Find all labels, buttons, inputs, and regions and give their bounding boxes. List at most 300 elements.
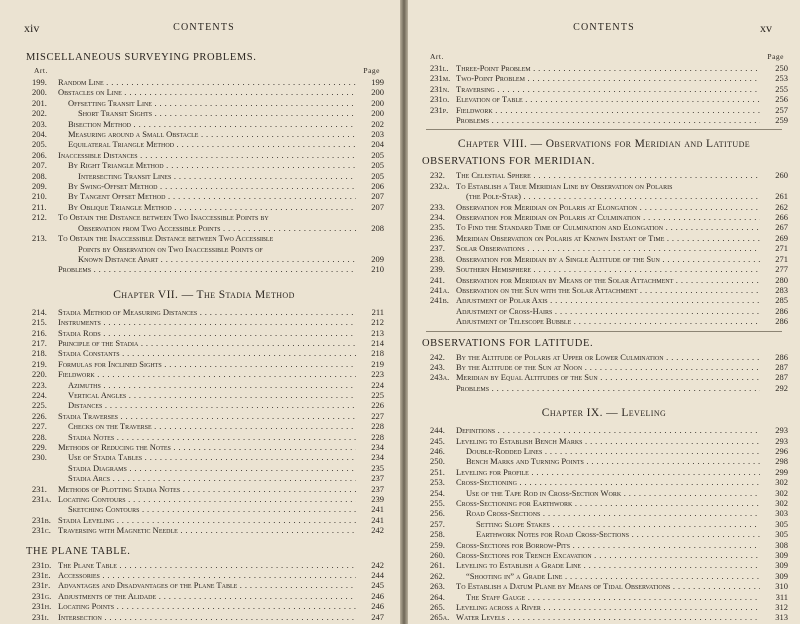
entry-page: 242 <box>371 559 384 570</box>
toc-entry <box>22 601 386 611</box>
entry-title: Advantages and Disadvantages of the Plane Table . . . <box>58 580 356 590</box>
entry-page: 224 <box>371 379 384 390</box>
article-number: 231d. <box>32 559 52 570</box>
entry-page: 241 <box>371 504 384 515</box>
article-number: 224. <box>32 389 47 400</box>
section-heading-meridian: OBSERVATIONS FOR MERIDIAN. <box>422 156 595 168</box>
entry-title: Methods of Reducing the Notes . . . <box>58 442 356 452</box>
entry-page: 234 <box>371 442 384 452</box>
entry-title: The Celestial Sphere . . . <box>456 170 760 180</box>
toc-entry <box>418 275 790 285</box>
entry-page: 210 <box>371 264 384 275</box>
toc-entry <box>418 115 790 125</box>
article-number: 231l. <box>430 63 449 73</box>
entry-page: 199 <box>371 77 384 87</box>
entry-page: 260 <box>775 170 788 181</box>
article-number: 214. <box>32 306 47 317</box>
article-number: 264. <box>430 591 445 602</box>
article-number: 225. <box>32 400 47 411</box>
article-number: 223. <box>32 379 47 390</box>
entry-title: To Establish a True Meridian Line by Observation on Polaris <box>456 180 673 191</box>
entry-page: 310 <box>775 581 788 592</box>
entry-page: 200 <box>371 108 384 119</box>
entry-page: 305 <box>775 518 788 529</box>
toc-entry <box>418 233 790 243</box>
toc-entry <box>418 571 790 581</box>
entry-page: 303 <box>775 508 788 519</box>
toc-entry <box>22 612 386 622</box>
running-head-right <box>418 22 790 38</box>
toc-list-misc <box>22 77 386 212</box>
article-number: 215. <box>32 317 47 328</box>
toc-entry <box>418 212 790 222</box>
toc-entry <box>418 488 790 498</box>
entry-title: By Tangent Offset Method . . . <box>58 191 356 201</box>
section-heading-latitude: OBSERVATIONS FOR LATITUDE. <box>422 337 594 349</box>
entry-page: 305 <box>775 529 788 540</box>
entry-page: 302 <box>775 487 788 498</box>
toc-entry <box>418 467 790 477</box>
entry-page: 226 <box>371 400 384 411</box>
entry-title: Southern Hemisphere . . . <box>456 264 760 274</box>
entry-title: Stadia Leveling . . . <box>58 515 356 525</box>
entry-page: 309 <box>775 550 788 561</box>
entry-title: To Obtain the Distance between Two Inaccessible Points by <box>58 212 269 223</box>
entry-page: 250 <box>775 63 788 73</box>
entry-title: Stadia Diagrams . . . <box>58 463 356 473</box>
divider <box>426 129 782 130</box>
toc-entry <box>418 316 790 326</box>
entry-page: 214 <box>371 337 384 348</box>
article-number: 265. <box>430 602 445 613</box>
toc-entry <box>418 362 790 372</box>
entry-page: 207 <box>371 191 384 202</box>
entry-title: By the Altitude of Polaris at Upper or Lower Culmination . . . <box>456 352 760 362</box>
entry-title: Locating Points . . . <box>58 601 356 611</box>
entry-title: Stadia Method of Measuring Distances . . . <box>58 307 356 317</box>
toc-entry <box>22 338 386 348</box>
entry-page: 287 <box>775 372 788 383</box>
article-number: 216. <box>32 327 47 338</box>
toc-entry <box>418 63 790 73</box>
toc-entry <box>22 87 386 97</box>
entry-page: 271 <box>775 253 788 264</box>
entry-title: Formulas for Inclined Sights . . . <box>58 359 356 369</box>
toc-entry <box>22 484 386 494</box>
entry-title: By Right Triangle Method . . . <box>58 160 356 170</box>
article-number: 241. <box>430 274 445 285</box>
entry-title: Definitions . . . <box>456 425 760 435</box>
article-number: 231f. <box>32 580 51 591</box>
article-number: 231o. <box>430 94 450 105</box>
article-number: 244. <box>430 425 445 436</box>
toc-entry <box>22 129 386 139</box>
page-number-right: xv <box>760 21 772 35</box>
entry-title: Cross-Sections for Trench Excavation . . . <box>456 550 760 560</box>
entry-page: 255 <box>775 83 788 94</box>
entry-page: 286 <box>775 305 788 316</box>
entry-page: 208 <box>371 222 384 233</box>
entry-title: Bench Marks and Turning Points . . . <box>456 456 760 466</box>
entry-title: Known Distance Apart . . . <box>58 254 356 264</box>
entry-page: 313 <box>775 612 788 623</box>
toc-entry <box>418 264 790 274</box>
toc-entry <box>22 400 386 410</box>
article-number: 231e. <box>32 570 51 581</box>
article-number: 230. <box>32 452 47 463</box>
entry-title: Stadia Constants . . . <box>58 348 356 358</box>
entry-title: Use of Stadia Tables . . . <box>58 452 356 462</box>
entry-page: 225 <box>371 389 384 400</box>
entry-page: 257 <box>775 104 788 115</box>
entry-title: Adjustment of Telescope Bubble . . . <box>456 316 760 326</box>
entry-page: 259 <box>775 115 788 126</box>
entry-title: Problems . . . <box>456 115 760 125</box>
toc-entry <box>418 612 790 622</box>
book-gutter <box>400 0 408 624</box>
entry-page: 228 <box>371 421 384 432</box>
article-number: 241a. <box>430 284 450 295</box>
entry-page: 237 <box>371 483 384 494</box>
entry-title: Intersection . . . <box>58 612 356 622</box>
toc-entry <box>22 390 386 400</box>
entry-page: 286 <box>775 316 788 327</box>
entry-page: 213 <box>371 327 384 338</box>
article-number: 205. <box>32 139 47 150</box>
entry-title: Instruments . . . <box>58 317 356 327</box>
entry-title: Leveling to Establish a Grade Line . . . <box>456 560 760 570</box>
entry-title: Water Levels . . . <box>456 612 760 622</box>
toc-list-plane-table <box>22 560 386 624</box>
art-label: Art. <box>430 52 444 61</box>
article-number: 211. <box>32 201 47 212</box>
toc-entry <box>418 295 790 305</box>
article-number: 236. <box>430 232 445 243</box>
entry-title: Intersecting Transit Lines . . . <box>58 171 356 181</box>
entry-title: Sketching Contours . . . <box>58 504 356 514</box>
entry-title: Meridian by Equal Altitudes of the Sun . . . <box>456 372 760 382</box>
toc-entry <box>22 473 386 483</box>
toc-entry <box>22 525 386 535</box>
article-number: 213. <box>32 233 47 244</box>
article-number: 263. <box>430 581 445 592</box>
toc-entry <box>22 317 386 327</box>
article-number: 227. <box>32 421 47 432</box>
article-number: 235. <box>430 222 445 233</box>
toc-list-stadia <box>22 307 386 536</box>
article-number: 254. <box>430 487 445 498</box>
entry-page: 283 <box>775 284 788 295</box>
article-number: 231p. <box>430 104 449 115</box>
toc-entry <box>418 254 790 264</box>
toc-entry <box>418 550 790 560</box>
entry-page: 239 <box>371 494 384 505</box>
article-number: 231c. <box>32 525 51 536</box>
toc-entry <box>22 560 386 570</box>
entry-title: Fieldwork . . . <box>456 105 760 115</box>
article-number: 245. <box>430 435 445 446</box>
article-number: 253. <box>430 477 445 488</box>
entry-title: Traversing . . . <box>456 84 760 94</box>
entry-page: 308 <box>775 539 788 550</box>
entry-page: 266 <box>775 212 788 223</box>
entry-page: 311 <box>775 591 788 602</box>
toc-entry <box>22 307 386 317</box>
toc-entry <box>22 504 386 514</box>
article-number: 200. <box>32 87 47 98</box>
article-number: 208. <box>32 170 47 181</box>
article-number: 207. <box>32 160 47 171</box>
toc-list-meridian-cont <box>418 202 790 327</box>
entry-title: Adjustment of Cross-Hairs . . . <box>456 306 760 316</box>
page-label: Page <box>767 52 784 61</box>
entry-page: 253 <box>775 73 788 84</box>
article-number: 217. <box>32 337 47 348</box>
entry-title: Short Transit Sights . . . <box>58 108 356 118</box>
toc-entry <box>22 463 386 473</box>
article-number: 251. <box>430 466 445 477</box>
entry-title: Methods of Plotting Stadia Notes . . . <box>58 484 356 494</box>
toc-entry <box>418 105 790 115</box>
entry-title: To Obtain the Inaccessible Distance between Two Accessible <box>58 233 274 244</box>
section-heading-plane-table: THE PLANE TABLE. <box>26 545 131 557</box>
entry-title: Observation for Meridian by Means of the Solar Attachment . . . <box>456 275 760 285</box>
entry-page: 204 <box>371 139 384 150</box>
entry-page: 277 <box>775 264 788 275</box>
chapter-heading-9: Chapter IX. — Leveling <box>541 407 667 420</box>
article-number: 262. <box>430 570 445 581</box>
entry-title: Points by Observation on Two Inaccessible Points of <box>78 243 263 254</box>
entry-title: Earthwork Notes for Road Cross-Sections . . . <box>456 529 760 539</box>
article-number: 201. <box>32 97 47 108</box>
article-number: 260. <box>430 550 445 561</box>
running-title-right: CONTENTS <box>573 22 635 33</box>
entry-page: 262 <box>775 201 788 212</box>
entry-page: 286 <box>775 351 788 362</box>
article-number: 210. <box>32 191 47 202</box>
entry-title: Equilateral Triangle Method . . . <box>58 139 356 149</box>
entry-page: 234 <box>371 452 384 463</box>
article-number: 228. <box>32 431 47 442</box>
entry-title: (the Pole-Star) . . . <box>456 191 760 201</box>
article-number: 226. <box>32 410 47 421</box>
article-number: 231g. <box>32 590 52 601</box>
article-number: 258. <box>430 529 445 540</box>
toc-entry <box>418 540 790 550</box>
entry-page: 205 <box>371 170 384 181</box>
entry-page: 219 <box>371 358 384 369</box>
entry-title: Accessories . . . <box>58 570 356 580</box>
toc-entry <box>418 170 790 180</box>
toc-entry <box>418 202 790 212</box>
entry-title: Locating Contours . . . <box>58 494 356 504</box>
page-label: Page <box>363 66 380 75</box>
entry-title: Meridian Observation on Polaris at Known Instant of Time . . . <box>456 233 760 243</box>
article-number: 242. <box>430 351 445 362</box>
entry-title: Offsetting Transit Line . . . <box>58 98 356 108</box>
chapter-heading-7: Chapter VII. — The Stadia Method <box>113 288 295 301</box>
toc-entry <box>418 352 790 362</box>
entry-page: 211 <box>371 306 384 317</box>
entry-page: 269 <box>775 232 788 243</box>
running-title-left: CONTENTS <box>173 22 235 33</box>
article-number: 209. <box>32 181 47 192</box>
article-number: 265a. <box>430 612 450 623</box>
article-number: 231b. <box>32 514 51 525</box>
article-number: 237. <box>430 243 445 254</box>
toc-entry <box>22 348 386 358</box>
toc-entry <box>22 359 386 369</box>
article-number: 243a. <box>430 372 450 383</box>
article-number: 255. <box>430 498 445 508</box>
article-number: 261. <box>430 560 445 571</box>
chapter-heading-8: Chapter VIII. — Observations for Meridian and Latitude <box>457 138 751 151</box>
article-number: 232. <box>430 170 445 181</box>
entry-title: By Oblique Triangle Method . . . <box>58 202 356 212</box>
entry-title: Vertical Angles . . . <box>58 390 356 400</box>
entry-title: Fieldwork . . . <box>58 369 356 379</box>
article-number: 220. <box>32 369 47 380</box>
toc-entry <box>22 494 386 504</box>
entry-title: Observation for Meridian by a Single Altitude of the Sun . . . <box>456 254 760 264</box>
article-number: 239. <box>430 264 445 275</box>
article-number: 238. <box>430 253 445 264</box>
entry-page: 280 <box>775 274 788 285</box>
entry-page: 203 <box>371 129 384 140</box>
entry-title: By the Altitude of the Sun at Noon . . . <box>456 362 760 372</box>
article-number: 259. <box>430 539 445 550</box>
toc-entry <box>22 202 386 212</box>
entry-title: Stadia Traverses . . . <box>58 411 356 421</box>
article-number: 246. <box>430 445 445 456</box>
entry-page: 228 <box>371 431 384 442</box>
entry-page: 202 <box>371 118 384 129</box>
entry-title: Leveling to Establish Bench Marks . . . <box>456 436 760 446</box>
toc-entry <box>418 529 790 539</box>
entry-title: Cross-Sectioning for Earthwork . . . <box>456 498 760 508</box>
article-number: 202. <box>32 108 47 119</box>
entry-title: Elevation of Table . . . <box>456 94 760 104</box>
entry-title: Leveling for Profile . . . <box>456 467 760 477</box>
article-number: 212. <box>32 212 47 223</box>
toc-entry <box>22 139 386 149</box>
toc-entry <box>418 181 790 191</box>
entry-title: Principle of the Stadia . . . <box>58 338 356 348</box>
art-label: Art. <box>34 66 48 75</box>
entry-page: 241 <box>371 514 384 525</box>
entry-title: Obstacles on Line . . . <box>58 87 356 97</box>
toc-entry <box>418 456 790 466</box>
toc-entry <box>22 254 386 264</box>
entry-title: Double-Rodded Lines . . . <box>456 446 760 456</box>
article-number: 232a. <box>430 180 450 191</box>
toc-entry-problems <box>22 264 386 274</box>
entry-page: 205 <box>371 160 384 171</box>
entry-page: 302 <box>775 498 788 508</box>
toc-entry <box>418 508 790 518</box>
entry-page: 299 <box>775 466 788 477</box>
toc-list-leveling <box>418 425 790 624</box>
section-heading-misc: MISCELLANEOUS SURVEYING PROBLEMS. <box>26 52 257 63</box>
entry-page: 200 <box>371 87 384 98</box>
toc-entry <box>22 171 386 181</box>
entry-title: Bisection Method . . . <box>58 119 356 129</box>
page-number-left: xiv <box>24 21 40 35</box>
toc-entry <box>418 592 790 602</box>
entry-title: Observation for Meridian on Polaris at Elongation . . . <box>456 202 760 212</box>
toc-entry <box>418 519 790 529</box>
toc-entry <box>22 421 386 431</box>
entry-title: Observation on the Sun with the Solar Attachment . . . <box>456 285 760 295</box>
entry-title: Stadia Rods . . . <box>58 328 356 338</box>
entry-page: 287 <box>775 361 788 372</box>
toc-entry <box>22 150 386 160</box>
toc-entry <box>418 73 790 83</box>
column-header-right <box>418 52 790 63</box>
article-number: 204. <box>32 129 47 140</box>
entry-title: Observation for Meridian on Polaris at Culmination . . . <box>456 212 760 222</box>
toc-entry <box>22 380 386 390</box>
entry-page: 209 <box>371 253 384 264</box>
entry-title: Problems . . . <box>456 383 760 393</box>
article-number: 219. <box>32 358 47 369</box>
entry-title: Road Cross-Sections . . . <box>456 508 760 518</box>
entry-title: Inaccessible Distances . . . <box>58 150 356 160</box>
toc-entry <box>418 425 790 435</box>
entry-page: 246 <box>371 590 384 601</box>
article-number: 231. <box>32 483 47 494</box>
entry-title: Observation from Two Accessible Points . . . <box>58 223 356 233</box>
entry-page: 206 <box>371 181 384 192</box>
entry-page: 309 <box>775 560 788 571</box>
entry-title: Three-Point Problem . . . <box>456 63 760 73</box>
toc-entry <box>418 383 790 393</box>
entry-page: 223 <box>371 369 384 380</box>
entry-title: Setting Slope Stakes . . . <box>456 519 760 529</box>
article-number: 231m. <box>430 73 451 84</box>
entry-title: Distances . . . <box>58 400 356 410</box>
toc-entry <box>22 591 386 601</box>
entry-page: 207 <box>371 201 384 212</box>
toc-entry <box>22 119 386 129</box>
entry-page: 285 <box>775 295 788 306</box>
article-number: 231a. <box>32 494 52 505</box>
toc-entry <box>22 570 386 580</box>
entry-title: Random Line . . . <box>58 77 356 87</box>
toc-entry <box>22 160 386 170</box>
entry-page: 312 <box>775 602 788 613</box>
entry-page: 244 <box>371 570 384 581</box>
entry-title: Problems . . . <box>58 264 356 274</box>
article-number: 231n. <box>430 83 450 94</box>
toc-entry <box>418 84 790 94</box>
entry-title: To Establish a Datum Plane by Means of Tidal Observations . . . <box>456 581 760 591</box>
entry-page: 218 <box>371 348 384 359</box>
entry-page: 247 <box>371 611 384 622</box>
toc-entry <box>418 285 790 295</box>
article-number: 229. <box>32 442 47 452</box>
entry-page: 237 <box>371 473 384 484</box>
entry-title: Checks on the Traverse . . . <box>58 421 356 431</box>
entry-title: Use of the Tape Rod in Cross-Section Work . . . <box>456 488 760 498</box>
toc-entry <box>22 369 386 379</box>
entry-page: 256 <box>775 94 788 105</box>
toc-entry <box>418 222 790 232</box>
entry-title: Cross-Sections for Borrow-Pits . . . <box>456 540 760 550</box>
entry-page: 261 <box>775 191 788 202</box>
toc-entry <box>418 498 790 508</box>
toc-entry <box>418 372 790 382</box>
